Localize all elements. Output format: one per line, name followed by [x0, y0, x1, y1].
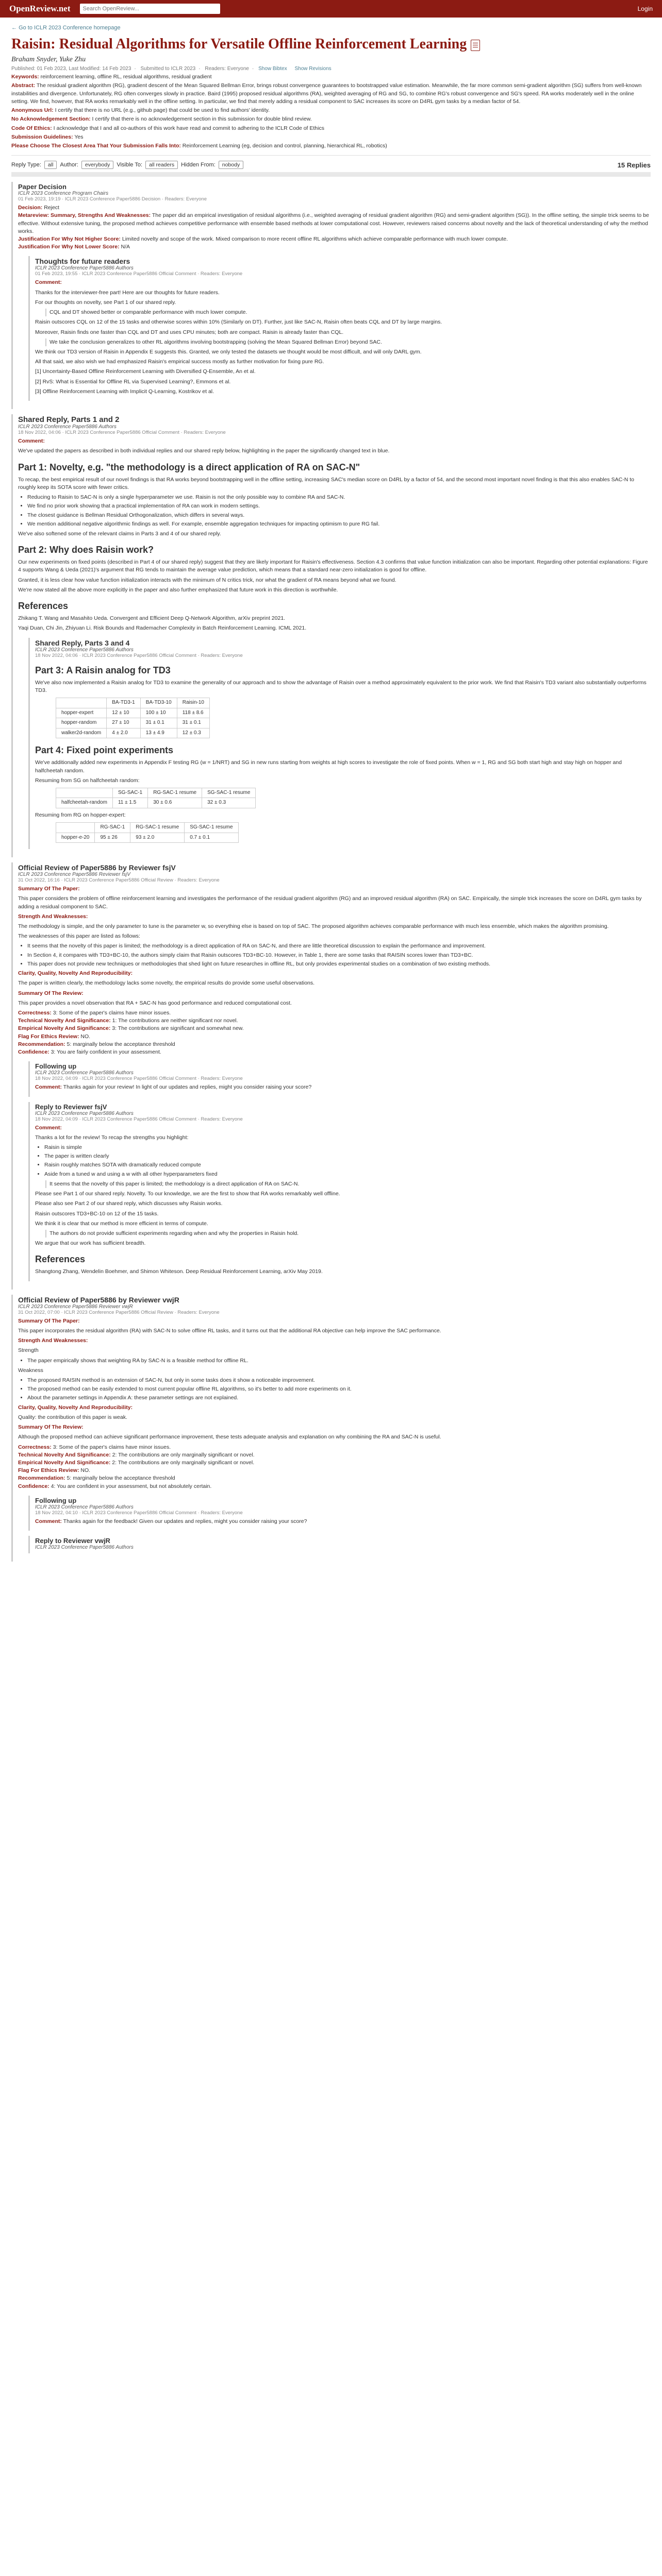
note-title[interactable]: Reply to Reviewer fsjV — [35, 1103, 107, 1111]
top-navigation-bar — [0, 0, 662, 18]
field-value: Thanks again for the feedback! Given our updates and replies, might you consider raising your score? — [63, 1518, 307, 1524]
field-value: Reject — [44, 205, 59, 211]
note-review-vwjr — [11, 1295, 651, 1562]
paragraph: We think it is clear that our method is more efficient in terms of compute. — [35, 1220, 208, 1227]
paper-field — [11, 142, 651, 150]
note-review-fsjv — [11, 862, 651, 1290]
paper-field-key: Anonymous Url: — [11, 107, 54, 114]
section-heading: Part 4: Fixed point experiments — [35, 745, 174, 756]
field-key: Strength And Weaknesses: — [18, 1337, 88, 1344]
field-key: Justification For Why Not Higher Score: — [18, 236, 121, 243]
note-body — [18, 1317, 651, 1490]
paragraph: This paper considers the problem of offline reinforcement learning and investigates the performance of the residual gradient algorithm (RG) and an improved residual algorithm (RA) on SAC. Empirically, the simple trick increases the score on D4RL gym tasks by adding a residual component to SAC. — [18, 895, 642, 910]
note-shared-reply-3-4 — [28, 638, 651, 850]
note-signature: ICLR 2023 Conference Paper5886 Reviewer fsjV — [18, 872, 130, 878]
field-key: Empirical Novelty And Significance: — [18, 1459, 111, 1466]
quote: It seems that the novelty of this paper is limited; the methodology is a direct application of RA on SAC-N. — [45, 1180, 651, 1188]
table-header-row — [56, 823, 239, 833]
table-cell: 31 ± 0.1 — [177, 718, 209, 728]
note-body — [35, 279, 651, 396]
note-signature: ICLR 2023 Conference Paper5886 Authors — [18, 424, 117, 430]
results-table-td3 — [56, 698, 210, 738]
field-key: Strength And Weaknesses: — [18, 913, 88, 920]
paragraph: We think our TD3 version of Raisin in Appendix E suggests this. Granted, we only tested the datasets we thought would be most difficult, and will only DARL gym. — [35, 349, 422, 355]
table-cell: 30 ± 0.6 — [148, 798, 202, 808]
field-key: Summary Of The Review: — [18, 990, 84, 996]
table-row — [56, 833, 239, 843]
paragraph: The paper is written clearly, the methodology lacks some novelty, the empirical results do provide some useful observations. — [18, 980, 315, 987]
table-header-cell: RG-SAC-1 resume — [130, 823, 185, 833]
note-following-up — [28, 1061, 651, 1096]
paragraph: We're now stated all the above more explicitly in the paper and also further emphasized that future work in this direction is worthwhile. — [18, 586, 338, 593]
reference: [1] Uncertainty-Based Offline Reinforcement Learning with Diversified Q-Ensemble, An et al. — [35, 368, 256, 375]
paragraph: Resuming from RG on hopper-expert: — [35, 811, 126, 818]
note-body — [18, 885, 651, 1056]
paper-field-value: reinforcement learning, offline RL, residual algorithms, residual gradient — [39, 74, 212, 80]
note-meta: 31 Oct 2022, 16:16 · ICLR 2023 Conference Paper5886 Official Review · Readers: Everyone — [18, 877, 220, 884]
note-signature: ICLR 2023 Conference Paper5886 Reviewer vwjR — [18, 1303, 133, 1310]
note-signature: ICLR 2023 Conference Paper5886 Authors — [35, 1070, 134, 1076]
bullet-list — [27, 942, 651, 968]
paper-title-text: Raisin: Residual Algorithms for Versatile Offline Reinforcement Learning — [11, 36, 467, 52]
reference: [2] RvS: What is Essential for Offline RL via Supervised Learning?, Emmons et al. — [35, 378, 231, 385]
results-table-halfcheetah — [56, 788, 256, 808]
paper-field-value: Yes — [73, 133, 84, 140]
list-item: • Aside from a tuned w and using a w with all other hyperparameters fixed — [44, 1171, 651, 1178]
list-item: • We find no prior work showing that a practical implementation of RA can work in modern settings. — [27, 502, 651, 510]
paper-field-value: Reinforcement Learning (eg, decision and control, planning, hierarchical RL, robotics) — [180, 142, 387, 149]
hidden-from-select[interactable]: nobody — [219, 161, 243, 169]
reference: Yaqi Duan, Chi Jin, Zhiyuan Li. Risk Bounds and Rademacher Complexity in Batch Reinforcement Learning. ICML 2021. — [18, 625, 307, 632]
note-following-up-2 — [28, 1496, 651, 1531]
table-cell: hopper-random — [56, 718, 107, 728]
field-key: Metareview: Summary, Strengths And Weaknesses: — [18, 212, 151, 219]
field-key: Justification For Why Not Lower Score: — [18, 244, 120, 250]
paper-field-key: Abstract: — [11, 82, 36, 89]
note-signature: ICLR 2023 Conference Program Chairs — [18, 191, 109, 197]
results-table-hopper — [56, 822, 239, 843]
table-cell: halfcheetah-random — [56, 798, 113, 808]
field-key: Decision: — [18, 205, 43, 211]
note-title[interactable]: Reply to Reviewer vwjR — [35, 1537, 110, 1545]
field-key: Recommendation: — [18, 1475, 65, 1482]
author-select[interactable]: everybody — [81, 161, 113, 169]
list-item: • About the parameter settings in Appendix A: these parameter settings are not explained. — [27, 1394, 651, 1402]
table-cell: 13 ± 4.9 — [140, 728, 177, 738]
field-value: 4: You are confident in your assessment, but not absolutely certain. — [51, 1483, 212, 1489]
table-header-cell: SG-SAC-1 resume — [185, 823, 238, 833]
paragraph: This paper incorporates the residual algorithm (RA) with SAC-N to solve offline RL tasks, and it turns out that the additional RA objective can help improve the SAC performance. — [18, 1327, 441, 1334]
note-body — [35, 1124, 651, 1276]
table-cell: walker2d-random — [56, 728, 107, 738]
reference: Zhikang T. Wang and Masahito Ueda. Convergent and Efficient Deep Q-Network Algorithm, arXiv preprint 2021. — [18, 615, 286, 622]
note-title[interactable]: Following up — [35, 1496, 77, 1504]
paper-field — [11, 107, 651, 114]
paragraph: We argue that our work has sufficient breadth. — [35, 1240, 146, 1247]
table-header-cell: BA-TD3-10 — [140, 698, 177, 708]
table-row — [56, 798, 256, 808]
note-reply-vwjr — [28, 1536, 651, 1553]
table-header-cell: Raisin-10 — [177, 698, 209, 708]
note-meta: 18 Nov 2022, 04:09 · ICLR 2023 Conference Paper5886 Official Comment · Readers: Everyone — [35, 1076, 243, 1082]
field-value: 3: The contributions are significant and somewhat new. — [112, 1025, 244, 1032]
field-key: Clarity, Quality, Novelty And Reproducibility: — [18, 970, 133, 977]
table-header-cell — [56, 788, 113, 798]
reference: [3] Offline Reinforcement Learning with Implicit Q-Learning, Kostrikov et al. — [35, 388, 214, 395]
paper-field-key: Keywords: — [11, 74, 39, 80]
paper-field — [11, 133, 651, 141]
table-cell: 12 ± 0.3 — [177, 728, 209, 738]
reply-count: 15 Replies — [617, 161, 651, 169]
list-item: • In Section 4, it compares with TD3+BC-10, the authors simply claim that Raisin outscores TD3+BC-10. However, in Table 1, there are some tasks that RAISIN scores lower than TD3+BC. — [27, 952, 651, 959]
list-item: • Raisin is simple — [44, 1144, 651, 1151]
note-thoughts-future-readers — [28, 256, 651, 401]
list-item: • Reducing to Raisin to SAC-N is only a single hyperparameter we use. Raisin is not the only possible way to combine RA and SAC-N. — [27, 494, 651, 501]
table-header-cell: RG-SAC-1 — [95, 823, 130, 833]
table-cell: hopper-e-20 — [56, 833, 95, 843]
field-key: Flag For Ethics Review: — [18, 1033, 79, 1040]
field-key: Correctness: — [18, 1444, 52, 1450]
reference: Shangtong Zhang, Wendelin Boehmer, and Shimon Whiteson. Deep Residual Reinforcement Learning, arXiv May 2019. — [35, 1268, 323, 1275]
visible-to-label: Visible To: — [117, 162, 143, 168]
paper-title — [11, 36, 651, 53]
paragraph: All that said, we also wish we had emphasized Raisin's empirical success mostly as further motivation for fixing pure RG. — [35, 359, 324, 365]
paragraph: We've additionally added new experiments in Appendix F testing RG (w = 1/NRT) and SG in new runs starting from weights at high scores to investigate the role of fixed points. When w = 1, RG and SG both start high and stay high on hopper and halfcheetah random. — [35, 759, 622, 774]
list-item: • The paper empirically shows that weighting RA by SAC-N is a feasible method for offline RL. — [27, 1357, 651, 1365]
visible-to-select[interactable]: all readers — [145, 161, 178, 169]
table-header-cell: RG-SAC-1 resume — [148, 788, 202, 798]
paper-meta: Published: 01 Feb 2023, Last Modified: 14 Feb 2023 · Submitted to ICLR 2023 · Readers: Everyone · Show Bibtex Show Revisions — [11, 66, 332, 72]
field-value: 1: The contributions are neither significant nor novel. — [112, 1018, 238, 1024]
paragraph: Thanks a lot for the review! To recap the strengths you highlight: — [35, 1134, 189, 1141]
paper-field — [11, 115, 651, 123]
paragraph: Please also see Part 2 of our shared reply, which discusses why Raisin works. — [35, 1200, 223, 1207]
paragraph: The weaknesses of this paper are listed as follows: — [18, 933, 140, 940]
note-title[interactable]: Shared Reply, Parts 1 and 2 — [18, 415, 120, 425]
field-key: Summary Of The Review: — [18, 1424, 84, 1431]
note-meta: 01 Feb 2023, 19:55 · ICLR 2023 Conference Paper5886 Official Comment · Readers: Everyone — [35, 271, 243, 277]
paragraph: To recap, the best empirical result of our novel findings is that RA works beyond bootstrapping well in the offline setting, increasing SAC's median score on D4RL by a factor of 54, and the second most important novel finding is that this also enables SAC-N to roughly keep its SOTA score with fewer critics. — [18, 476, 634, 490]
field-key: Confidence: — [18, 1483, 49, 1489]
quote: CQL and DT showed better or comparable performance with much lower compute. — [45, 309, 651, 316]
section-heading: References — [18, 601, 69, 612]
section-heading: Part 3: A Raisin analog for TD3 — [35, 665, 171, 675]
field-value: NO. — [80, 1467, 91, 1474]
field-value: 3: Some of the paper's claims have minor issues. — [53, 1010, 171, 1016]
table-header-cell: SG-SAC-1 — [112, 788, 147, 798]
note-meta: 18 Nov 2022, 04:06 · ICLR 2023 Conference Paper5886 Official Comment · Readers: Everyone — [35, 652, 243, 658]
table-header-cell — [56, 698, 107, 708]
main-content — [11, 25, 651, 1562]
paper-field-value: The residual gradient algorithm (RG), gradient descent of the Mean Squared Bellman Error, brings robust convergence guarantees to bootstrapped value estimation. Meanwhile, the far more common semi-gradient algorithm (SG) suffers from well-known instabilities and divergence. Unfortunately, RG often converges slowly in practice. Baird (1995) proposed residual algorithms (RA), weighted averaging of RG and SG, to combine RG's robust convergence and SG's speed. RA works moderately well in the online setting. We find, however, that RA works remarkably well in the offline setting. In particular, we find that merely adding a residual component to SAC increases its score on D4RL gym tasks by a median factor of 54. — [11, 82, 642, 105]
note-signature: ICLR 2023 Conference Paper5886 Authors — [35, 1545, 134, 1551]
back-to-venue-link[interactable]: ← Go to ICLR 2023 Conference homepage — [11, 25, 121, 31]
field-value: 2: The contributions are only marginally significant or novel. — [112, 1451, 255, 1458]
field-value: N/A — [121, 244, 130, 250]
note-meta: 01 Feb 2023, 19:19 · ICLR 2023 Conference Paper5886 Decision · Readers: Everyone — [18, 196, 207, 202]
note-paper-decision — [11, 182, 651, 409]
paragraph: The methodology is simple, and the only parameter to tune is the parameter w, so everything else is based on top of SAC. The proposed algorithm achieves comparable performance with much less ensemble, which makes the algorithm promising. — [18, 923, 609, 930]
section-heading: Part 1: Novelty, e.g. "the methodology is a direct application of RA on SAC-N" — [18, 462, 360, 472]
paragraph: For our thoughts on novelty, see Part 1 of our shared reply. — [35, 299, 176, 306]
field-value: The paper did an empirical investigation of residual algorithms (i.e., weighted averaging of residual gradient algorithm (RG) and semi-gradient algorithm (SG)). In the offline setting, the simple trick seems to be effective. Without extensive tuning, the proposed method achieves competitive performance with ensemble based methods at lower computational cost. However, reviewers raised concerns about novelty and the lack of theoretical understanding of why the method works. — [18, 212, 649, 234]
paper-field-key: No Acknowledgement Section: — [11, 116, 91, 123]
filter-divider — [11, 172, 651, 177]
field-value: 2: The contributions are only marginally significant or novel. — [112, 1459, 255, 1466]
quote: The authors do not provide sufficient experiments regarding when and why the properties in Raisin hold. — [45, 1230, 651, 1238]
field-key: Clarity, Quality, Novelty And Reproducibility: — [18, 1404, 133, 1411]
note-title[interactable]: Official Review of Paper5886 by Reviewer fsjV — [18, 863, 176, 872]
list-item: • The paper is written clearly — [44, 1153, 651, 1160]
note-shared-reply-1-2 — [11, 414, 651, 857]
paragraph: Raisin outscores CQL on 12 of the 15 tasks and otherwise scores within 10% (Similarly on DT). Further, just like SAC-N, Raisin often beats CQL and DT by large margins. — [35, 319, 442, 326]
table-header-cell: BA-TD3-1 — [107, 698, 140, 708]
note-signature: ICLR 2023 Conference Paper5886 Authors — [35, 1504, 134, 1510]
paper-venue: Submitted to ICLR 2023 — [140, 66, 196, 72]
paragraph: This paper provides a novel observation that RA + SAC-N has good performance and reduced computational cost. — [18, 999, 292, 1006]
pdf-download-icon[interactable] — [471, 40, 480, 51]
note-meta: 31 Oct 2022, 07:00 · ICLR 2023 Conference Paper5886 Official Review · Readers: Everyone — [18, 1309, 220, 1315]
table-header-cell — [56, 823, 95, 833]
note-body — [18, 204, 651, 251]
paragraph: We've also softened some of the relevant claims in Parts 3 and 4 of our shared reply. — [18, 530, 221, 537]
show-revisions-link[interactable]: Show Revisions — [294, 66, 332, 72]
paragraph: We've also now implemented a Raisin analog for TD3 to examine the generality of our approach and to show the advantage of Raisin over a method approximately equivalent to the prior work. We find that Raisin's TD3 variant also substantially outperforms TD3. — [35, 679, 647, 693]
list-item: • This paper does not provide new techniques or methodologies that shed light on future researches in offline RL, but only provides experimental studies on a combination of two existing methods. — [27, 960, 651, 968]
search-input[interactable] — [80, 4, 220, 14]
paper-field-value: I certify that there is no acknowledgement section in this submission for double blind review. — [90, 116, 312, 123]
field-key: Recommendation: — [18, 1041, 65, 1047]
note-body — [35, 1518, 651, 1526]
field-key: Technical Novelty And Significance: — [18, 1018, 111, 1024]
section-heading: Part 2: Why does Raisin work? — [18, 545, 154, 555]
field-key: Comment: — [35, 1518, 62, 1524]
bullet-list — [27, 1377, 651, 1402]
table-header-cell: SG-SAC-1 resume — [202, 788, 256, 798]
paper-field-key: Please Choose The Closest Area That Your Submission Falls Into: — [11, 142, 181, 149]
table-cell: 31 ± 0.1 — [140, 718, 177, 728]
paragraph: Granted, it is less clear how value function initialization interacts with the minimum of N critics trick, nor what the gradient of RA means beyond what we found. — [18, 577, 396, 583]
field-key: Confidence: — [18, 1049, 49, 1056]
paragraph: Quality: the contribution of this paper is weak. — [18, 1414, 127, 1420]
show-bibtex-link[interactable]: Show Bibtex — [258, 66, 287, 72]
paper-field — [11, 125, 651, 132]
table-cell: 4 ± 2.0 — [107, 728, 140, 738]
field-key: Summary Of The Paper: — [18, 886, 80, 892]
note-signature: ICLR 2023 Conference Paper5886 Authors — [35, 1110, 134, 1116]
note-meta: 18 Nov 2022, 04:06 · ICLR 2023 Conference Paper5886 Official Comment · Readers: Everyone — [18, 430, 226, 436]
paper-field-value: I certify that there is no URL (e.g., github page) that could be used to find authors' identity. — [53, 107, 270, 114]
field-key: Summary Of The Paper: — [18, 1317, 80, 1324]
reply-filters — [11, 161, 651, 169]
table-cell: 27 ± 10 — [107, 718, 140, 728]
field-value: 3: You are fairly confident in your assessment. — [51, 1049, 161, 1056]
openreview-logo[interactable]: OpenReview.net — [9, 4, 71, 13]
table-row — [56, 718, 210, 728]
section-heading: References — [35, 1254, 86, 1265]
list-item: • The proposed RAISIN method is an extension of SAC-N, but only in some tasks does it show a noticeable improvement. — [27, 1377, 651, 1384]
note-signature: ICLR 2023 Conference Paper5886 Authors — [35, 265, 134, 272]
paper-readers: Readers: Everyone — [205, 66, 249, 72]
field-key: Comment: — [18, 438, 45, 445]
note-reply-fsjv — [28, 1102, 651, 1281]
paragraph: Weakness — [18, 1367, 43, 1374]
field-key: Comment: — [35, 279, 62, 286]
note-signature: ICLR 2023 Conference Paper5886 Authors — [35, 647, 134, 653]
reply-type-label: Reply Type: — [11, 162, 41, 168]
field-value: 5: marginally below the acceptance threshold — [67, 1041, 175, 1047]
paper-field — [11, 73, 651, 81]
paragraph: Our new experiments on fixed points (described in Part 4 of our shared reply) suggest that they are likely important for Raisin's effectiveness. Section 4.3 confirms that value function initialization can also be important. Regarding other potential explanations: Figure 4 supports Wang & Ueda (2021)'s argument that RG tends to maintain the average value prediction, which means that a standard near-zero initialization is good for offline. — [18, 559, 648, 573]
paragraph: Raisin outscores TD3+BC-10 on 12 of the 15 tasks. — [35, 1210, 159, 1217]
note-body — [35, 1083, 651, 1091]
table-header-row — [56, 698, 210, 708]
list-item: • It seems that the novelty of this paper is limited; the methodology is a direct application of RA on SAC-N, and there are little theoretical discussion to explain the performance and improvement. — [27, 942, 651, 950]
paper-field-key: Submission Guidelines: — [11, 133, 73, 140]
list-item: • The closest guidance is Bellman Residual Orthogonalization, which differs in several ways. — [27, 512, 651, 519]
bullet-list — [27, 1357, 651, 1365]
reply-type-select[interactable]: all — [44, 161, 57, 169]
field-value: 3: Some of the paper's claims have minor issues. — [53, 1444, 171, 1450]
table-cell: 95 ± 26 — [95, 833, 130, 843]
paragraph: We've updated the papers as described in both individual replies and our shared reply below, highlighting in the paper the significantly changed text in blue. — [18, 448, 390, 454]
table-cell: 32 ± 0.3 — [202, 798, 256, 808]
field-key: Correctness: — [18, 1010, 52, 1016]
note-title[interactable]: Following up — [35, 1062, 77, 1071]
hidden-from-label: Hidden From: — [181, 162, 216, 168]
divider — [11, 155, 651, 156]
table-cell: 11 ± 1.5 — [112, 798, 147, 808]
paragraph: Strength — [18, 1347, 39, 1354]
table-row — [56, 708, 210, 718]
paper-field — [11, 82, 651, 106]
paragraph: Resuming from SG on halfcheetah random: — [35, 777, 140, 784]
note-title[interactable]: Paper Decision — [18, 183, 67, 191]
field-value: Limited novelty and scope of the work. Mixed comparison to more recent offline RL algorithms which achieve comparable performance with much lower compute. — [122, 236, 508, 243]
field-value: Thanks again for your review! In light of our updates and replies, might you consider raising your score? — [63, 1084, 312, 1091]
field-value: 5: marginally below the acceptance threshold — [67, 1475, 175, 1482]
field-key: Flag For Ethics Review: — [18, 1467, 79, 1474]
note-body — [18, 437, 651, 633]
note-title[interactable]: Shared Reply, Parts 3 and 4 — [35, 638, 130, 647]
quote: We take the conclusion generalizes to other RL algorithms involving bootstrapping (solving the Mean Squared Bellman Error) beyond SAC. — [45, 338, 651, 346]
table-cell: hopper-expert — [56, 708, 107, 718]
back-link-label[interactable]: Go to ICLR 2023 Conference homepage — [19, 25, 121, 31]
table-cell: 100 ± 10 — [140, 708, 177, 718]
table-row — [56, 728, 210, 738]
paper-field-key: Code Of Ethics: — [11, 125, 52, 131]
field-key: Comment: — [35, 1124, 62, 1131]
paragraph: Thanks for the interviewer-free part! Here are our thoughts for future readers. — [35, 289, 220, 296]
note-meta: 18 Nov 2022, 04:10 · ICLR 2023 Conference Paper5886 Official Comment · Readers: Everyone — [35, 1510, 243, 1516]
table-cell: 118 ± 8.6 — [177, 708, 209, 718]
note-title[interactable]: Thoughts for future readers — [35, 257, 130, 266]
list-item: • Raisin roughly matches SOTA with dramatically reduced compute — [44, 1161, 651, 1169]
table-cell: 12 ± 10 — [107, 708, 140, 718]
paper-field-value: I acknowledge that I and all co-authors of this work have read and commit to adhering to the ICLR Code of Ethics — [52, 125, 324, 131]
paragraph: Please see Part 1 of our shared reply. Novelty. To our knowledge, we are the first to show that RA works remarkably well offline. — [35, 1191, 340, 1197]
field-key: Comment: — [35, 1084, 62, 1091]
login-link[interactable]: Login — [637, 5, 653, 12]
bullet-list — [44, 1144, 651, 1178]
list-item: • We mention additional negative algorithmic findings as well. For example, ensemble aggregation techniques for impacting optimism to pure RG fail. — [27, 520, 651, 528]
field-key: Empirical Novelty And Significance: — [18, 1025, 111, 1032]
author-label: Author: — [60, 162, 78, 168]
field-value: NO. — [80, 1033, 91, 1040]
note-title[interactable]: Official Review of Paper5886 by Reviewer vwjR — [18, 1295, 179, 1304]
field-key: Technical Novelty And Significance: — [18, 1451, 111, 1458]
table-cell: 93 ± 2.0 — [130, 833, 185, 843]
paragraph: Moreover, Raisin finds one faster than CQL and DT and uses CPU minutes; both are compact. Raisin is already faster than CQL. — [35, 329, 344, 335]
note-body — [35, 664, 651, 843]
table-cell: 0.7 ± 0.1 — [185, 833, 238, 843]
table-header-row — [56, 788, 256, 798]
paper-fields — [11, 73, 651, 150]
note-meta: 18 Nov 2022, 04:09 · ICLR 2023 Conference Paper5886 Official Comment · Readers: Everyone — [35, 1116, 243, 1122]
list-item: • The proposed method can be easily extended to most current popular offline RL algorithms, so it's better to add more experiments on it. — [27, 1385, 651, 1393]
bullet-list — [27, 494, 651, 528]
paragraph: Although the proposed method can achieve significant performance improvement, these tests adequate analysis and explanation on why combining the RA and SAC-N is useful. — [18, 1434, 441, 1440]
paper-authors[interactable]: Braham Snyder, Yuke Zhu — [11, 56, 86, 64]
paper-dates: Published: 01 Feb 2023, Last Modified: 14 Feb 2023 — [11, 66, 131, 72]
